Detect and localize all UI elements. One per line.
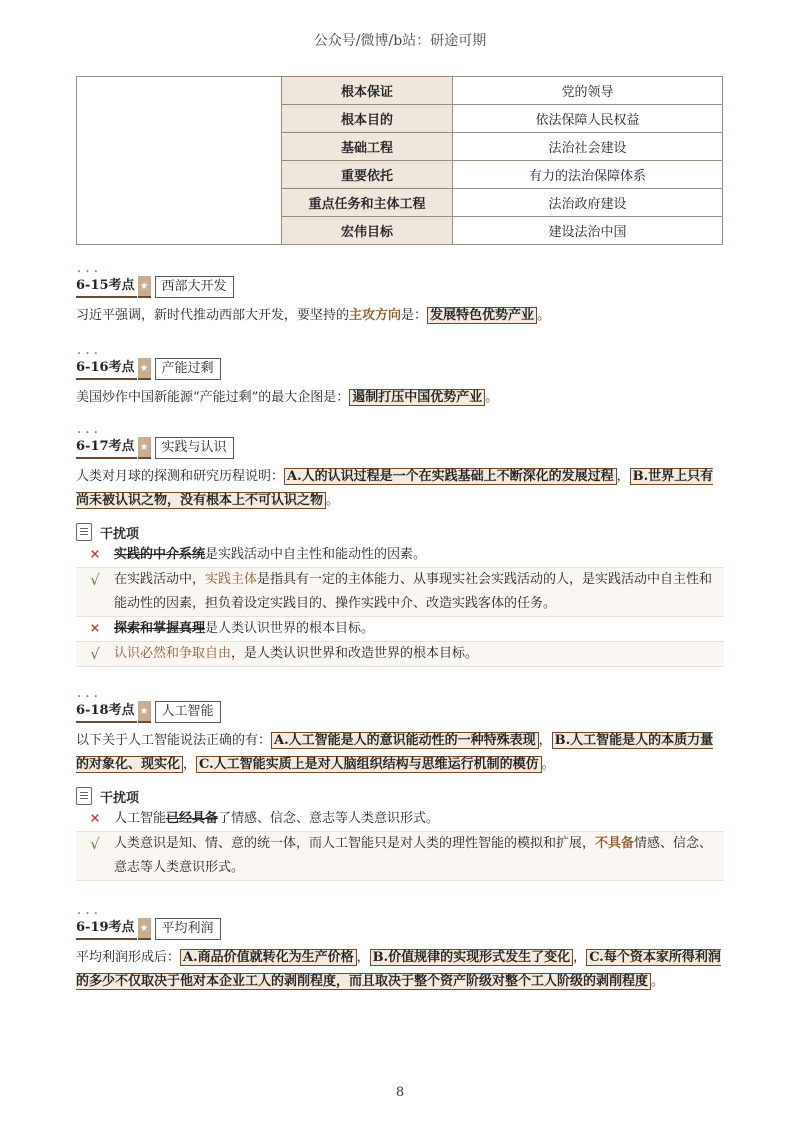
table-key: 宏伟目标: [282, 217, 453, 245]
table-row: [77, 77, 723, 105]
table-value: 法治政府建设: [453, 189, 723, 217]
strike-text: 实践的中介系统: [114, 547, 206, 562]
text: ，: [356, 950, 370, 965]
distractor-heading: [76, 785, 724, 807]
text: 是实践活动中自主性和能动性的因素。: [205, 547, 427, 562]
page-number: 8: [395, 1085, 405, 1100]
text: 习近平强调，新时代推动西部大开发，要坚持的: [76, 308, 350, 323]
text: 人类对月球的探测和研究历程说明：: [76, 469, 285, 484]
tag-dots: • • •: [77, 693, 99, 701]
tag-dots: • • •: [77, 350, 99, 358]
paragraph: [76, 386, 724, 410]
table-value: 有力的法治保障体系: [453, 161, 723, 189]
distractor-text: [114, 543, 724, 567]
tag-dots: • • •: [77, 268, 99, 276]
topic-label: 6-18考点: [76, 701, 137, 723]
tag-dots: • • •: [77, 910, 99, 918]
clipboard-icon: [76, 523, 92, 541]
cross-icon: ×: [89, 811, 101, 826]
distractor-row: [76, 642, 724, 667]
table-blank-cell: [77, 77, 282, 245]
section-6-17: [76, 429, 724, 667]
text: 了情感、信念、意志等人类意识形式。: [218, 811, 440, 826]
check-icon: √: [90, 645, 100, 663]
answer-highlight: A.商品价值就转化为生产价格: [180, 949, 357, 966]
distractor-text: [114, 807, 724, 831]
paragraph: [76, 729, 724, 777]
answer-highlight: 遏制打压中国优势产业: [349, 389, 485, 406]
table-value: 依法保障人民权益: [453, 105, 723, 133]
table-key: 重要依托: [282, 161, 453, 189]
text: 。: [537, 308, 551, 323]
distractor-text: [114, 642, 724, 666]
tag-dots: • • •: [77, 429, 99, 437]
text: 是：: [401, 308, 428, 323]
table-key: 基础工程: [282, 133, 453, 161]
distractor-row: [76, 832, 724, 881]
text: 平均利润形成后：: [76, 950, 181, 965]
text: 。: [541, 757, 555, 772]
topic-label: 6-19考点: [76, 918, 137, 940]
text: 。: [485, 390, 499, 405]
emphasis-text: 认识必然和争取自由: [114, 646, 232, 661]
answer-highlight: C.每个资本家所得利润的多少不仅取决于他对本企业工人的剥削程度，而且取决于整个资产阶级对整个工人阶级的剥削程度: [76, 950, 721, 989]
distractor-row: [76, 807, 724, 832]
star-icon: ★: [138, 918, 151, 940]
topic-label: 6-15考点: [76, 276, 137, 298]
text: ，: [616, 469, 630, 484]
strike-text: 探索和掌握真理: [114, 621, 206, 636]
answer-highlight: 发展特色优势产业: [427, 307, 537, 324]
answer-highlight: B.价值规律的实现形式发生了变化: [370, 949, 574, 966]
answer-highlight: A.人工智能是人的意识能动性的一种特殊表现: [271, 732, 539, 749]
cross-icon: ×: [89, 547, 101, 562]
topic-tag: [76, 350, 724, 380]
paragraph: [76, 465, 724, 513]
answer-highlight: B.人工智能是人的本质力量的对象化、现实化: [76, 733, 714, 772]
text: 是人类认识世界的根本目标。: [205, 621, 375, 636]
topic-tag: [76, 693, 724, 723]
section-6-15: [76, 268, 724, 328]
text: 。: [651, 974, 665, 989]
answer-highlight: B.世界上只有尚未被认识之物，没有根本上不可认识之物: [76, 469, 714, 508]
table-value: 党的领导: [453, 77, 723, 105]
cross-icon: ×: [89, 621, 101, 636]
topic-tag: [76, 910, 724, 940]
table-value: 法治社会建设: [453, 133, 723, 161]
table-key: 重点任务和主体工程: [282, 189, 453, 217]
distractor-label: 干扰项: [100, 526, 140, 542]
paragraph: [76, 304, 724, 328]
text: ，: [183, 757, 197, 772]
check-icon: √: [90, 571, 100, 589]
distractor-row: [76, 568, 724, 617]
emphasis-text: 主攻方向: [349, 308, 402, 323]
text: 以下关于人工智能说法正确的有：: [76, 733, 272, 748]
text: ，: [538, 733, 552, 748]
topic-tag: [76, 268, 724, 298]
text: ，是人类认识世界和改造世界的根本目标。: [231, 646, 479, 661]
topic-label: 6-17考点: [76, 437, 137, 459]
star-icon: ★: [138, 701, 151, 723]
strike-text: 已经具备: [166, 811, 219, 826]
distractor-row: [76, 543, 724, 568]
page-header: 公众号/微博/b站：研途可期: [313, 33, 487, 49]
answer-highlight: C.人工智能实质上是对人脑组织结构与思维运行机制的模仿: [196, 756, 542, 773]
text: 。: [326, 493, 340, 508]
topic-title: 平均利润: [155, 918, 221, 940]
text: 情感、信念、意志等人类意识形式。: [114, 836, 713, 875]
topic-tag: [76, 429, 724, 459]
star-icon: ★: [138, 276, 151, 298]
summary-table: [76, 76, 723, 245]
topic-label: 6-16考点: [76, 358, 137, 380]
table-key: 根本目的: [282, 105, 453, 133]
text: 人工智能: [114, 811, 167, 826]
answer-highlight: A.人的认识过程是一个在实践基础上不断深化的发展过程: [284, 468, 617, 485]
section-6-18: [76, 693, 724, 881]
clipboard-icon: [76, 787, 92, 805]
text: 人类意识是知、情、意的统一体，而人工智能只是对人类的理性智能的模拟和扩展，: [114, 836, 596, 851]
text: ，: [573, 950, 587, 965]
distractor-text: [114, 617, 724, 641]
topic-title: 人工智能: [155, 701, 221, 723]
section-6-16: [76, 350, 724, 410]
text: 美国炒作中国新能源“产能过剩”的最大企图是：: [76, 390, 350, 405]
distractor-text: [114, 568, 724, 616]
distractor-row: [76, 617, 724, 642]
emphasis-text: 实践主体: [205, 572, 258, 587]
paragraph: [76, 946, 724, 994]
star-icon: ★: [138, 437, 151, 459]
star-icon: ★: [138, 358, 151, 380]
text: 在实践活动中，: [114, 572, 206, 587]
topic-title: 产能过剩: [155, 358, 221, 380]
topic-title: 西部大开发: [155, 276, 234, 298]
distractor-text: [114, 832, 724, 880]
emphasis-text: 不具备: [595, 836, 635, 851]
check-icon: √: [90, 835, 100, 853]
distractor-label: 干扰项: [100, 790, 140, 806]
section-6-19: [76, 910, 724, 994]
table-key: 根本保证: [282, 77, 453, 105]
text: 是指具有一定的主体能力、从事现实社会实践活动的人，是实践活动中自主性和能动性的因素，担负着设定实践目的、操作实践中介、改造实践客体的任务。: [114, 572, 713, 611]
table-value: 建设法治中国: [453, 217, 723, 245]
topic-title: 实践与认识: [155, 437, 234, 459]
distractor-heading: [76, 521, 724, 543]
